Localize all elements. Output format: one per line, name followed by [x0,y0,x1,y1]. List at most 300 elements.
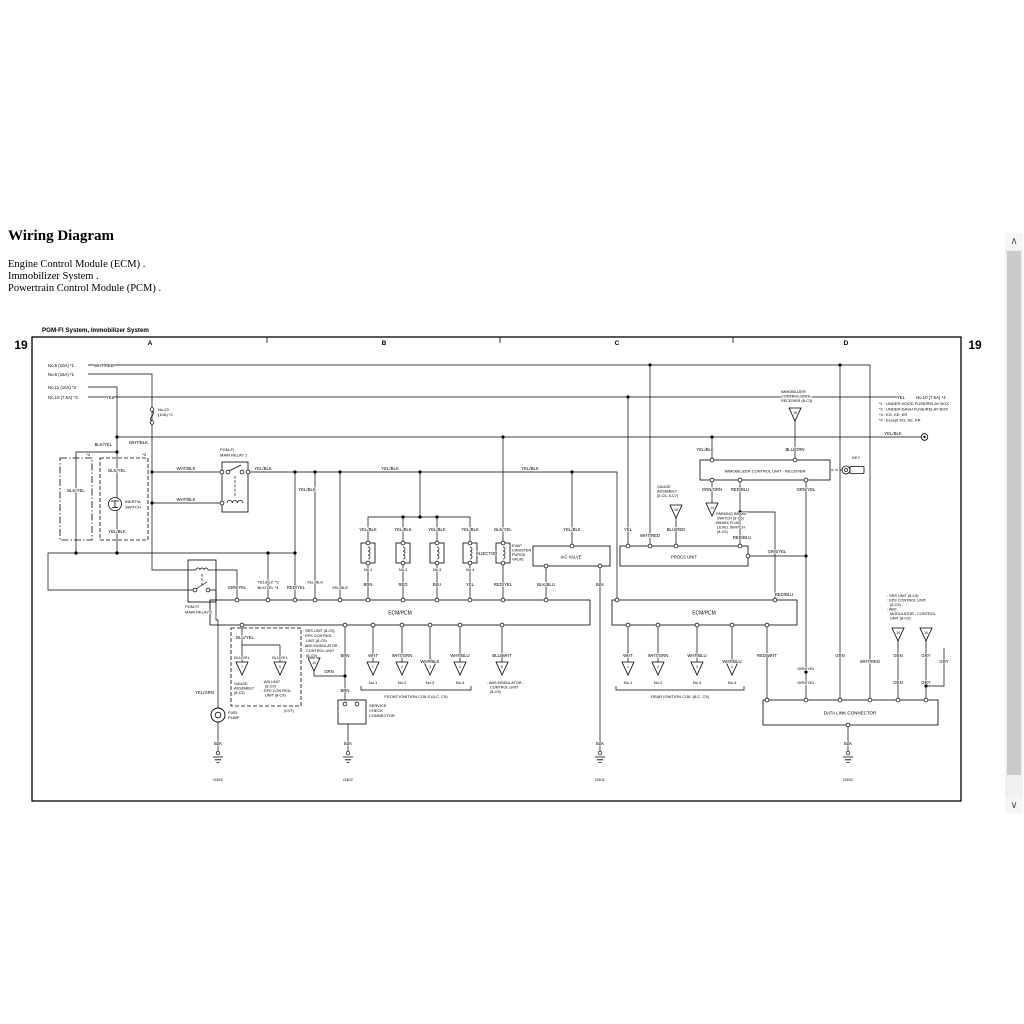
pin [746,554,750,558]
diagram-label: WHT/BLK [420,659,440,664]
header-line-ecm: Engine Control Module (ECM) . [8,259,146,270]
diagram-label: PGM-FI [220,447,234,452]
diagram-label: (8-C9) [490,690,501,694]
diagram-label: YEL [465,582,475,587]
diagram-label: GRY [921,653,931,658]
pin [868,698,872,702]
diagram-label: BLU/YEL [234,656,250,660]
wire [196,582,207,589]
diagram-label: PURGE [512,553,526,557]
pin [501,598,505,602]
junction-dot [293,470,296,473]
diagram-label: SERVICE [369,703,387,708]
key-icon [842,466,850,474]
diagram-label: WHT/BLK [128,440,148,445]
pin [240,470,244,474]
diagram-label: UNIT (8-C9) [890,616,911,621]
diagram-label: GRN [893,653,903,658]
diagram-label: YEL/BLK [306,579,324,585]
junction-dot [710,435,713,438]
connector-number: 15 [924,631,928,635]
diagram-label: D [843,340,849,347]
pin [500,623,504,627]
ground-symbol [843,757,853,762]
diagram-label: YEL/BLK [108,529,126,534]
diagram-label: BLK [843,741,853,746]
diagram-label: WHT/GRN [391,653,413,658]
diagram-label: CONNECTOR [369,713,395,718]
diagram-label: YEL/BLK [884,431,902,436]
pin [343,623,347,627]
diagram-label: BLU/ORN [785,447,805,452]
pin [793,458,797,462]
diagram-label: BLU/WHT [492,653,512,658]
diagram-label: BLK [595,582,605,587]
diagram-label: BLU/YEL [236,635,254,640]
connector-number: 3 [696,665,698,669]
diagram-label: : EPS CONTROL [262,689,292,693]
chevron-down-icon: ∨ [1010,799,1018,811]
pin [458,623,462,627]
junction-dot [115,551,118,554]
scrollbar[interactable] [1005,233,1023,813]
pin [220,470,224,474]
pin [355,702,359,706]
diagram-label: BLK/BLU [537,582,555,587]
diagram-label: IAC VALVE [560,554,582,560]
diagram-label: No.5 (10A) *1 [48,363,75,368]
diagram-label: BLU/RED [666,527,686,532]
pin [435,598,439,602]
diagram-label: YEL/BLK [461,527,479,532]
diagram-label: WHT [368,653,378,658]
diagram-label: SWITCH (8-C6) [717,516,744,521]
pin [838,698,842,702]
diagram-label: : SRS UNIT (8-C9) [887,594,919,598]
connector-number: 3 [429,665,431,669]
junction-dot [435,515,438,518]
pin [371,623,375,627]
coil-symbol [368,547,370,559]
diagram-label: BLK [595,741,605,746]
diagram-label: No.4 [455,680,465,685]
diagram-label: No.1 [623,680,633,685]
connector-number: 10 [674,508,678,512]
connector-number: 14 [312,661,316,665]
pin [428,623,432,627]
diagram-label: YEL/BLK [394,527,412,532]
pin [401,541,405,545]
connector-number: 14 [896,631,900,635]
diagram-label: No.3 [692,680,702,685]
diagram-label: GRN/YEL [797,680,815,685]
diagram-label: 19 [14,338,28,352]
pin [730,623,734,627]
pin [804,698,808,702]
wire [616,686,744,690]
diagram-label: : SRS UNIT (8-C9) [303,629,335,633]
connector-number: 14 [710,506,714,510]
diagram-label: ASSEMBLY [657,489,678,494]
diagram-label: REAR IGNITION COIL (8-C, C9) [651,694,709,699]
diagram-label: *2 : UNDER-DASH FUSE/RELAY BOX [879,406,948,412]
connector-number: 2 [657,665,659,669]
diagram-label: PROCS UNIT [671,554,697,560]
component-box [188,560,216,602]
pin [710,478,714,482]
diagram-label: WHT/BLK [176,466,196,471]
ground-symbol [216,751,220,755]
junction-dot [570,470,573,473]
diagram-label: WHT/RED [93,363,115,368]
pin [468,598,472,602]
diagram-label: CONTROL UNIT [306,649,335,653]
diagram-label: GRY [939,659,949,664]
coil-symbol [470,547,472,559]
wire [368,517,470,543]
component-box [463,543,477,563]
diagram-label: (8-C5) [234,691,245,695]
fuel-pump-icon [211,708,225,722]
diagram-label: : EPS CONTROL UNIT [887,598,927,603]
diagram-frame [32,337,961,801]
scroll-thumb[interactable] [1007,251,1021,775]
pin [313,598,317,602]
connector-number: 4 [731,665,733,669]
pin [695,623,699,627]
pin [544,564,548,568]
diagram-label: WHT/BLU [722,659,742,664]
diagram-label: BLK/YEL [108,468,126,473]
ground-symbol [598,751,602,755]
pin [501,561,505,565]
diagram-label: UNIT (8-C9) [265,693,286,698]
diagram-label: : ABS [887,607,897,612]
diagram-label: YEL [896,395,906,400]
diagram-label: No.6 (15A) *1 [48,372,75,377]
diagram-label: WHT/BLK [176,497,196,502]
ground-symbol [595,757,605,762]
pin [266,598,270,602]
diagram-label: *3 : KG, KE, KR [879,412,908,417]
pin [193,588,197,592]
diagram-label: BLK [213,741,223,746]
diagram-label: No.3 [432,567,442,572]
diagram-label: INERTIA [125,499,141,504]
junction-dot [401,515,404,518]
connector-number: 9 [279,665,281,669]
coil-symbol [403,547,405,559]
coil-symbol [196,568,208,570]
wire [88,365,870,700]
pin [435,561,439,565]
pin [544,598,548,602]
diagram-label: FRONT IGNITION COILS (8-C, C9) [384,694,448,699]
diagram-label: B [381,340,387,347]
pin [570,544,574,548]
diagram-label: YEL/BLK [359,527,377,532]
diagram-label: YEL/BLK [331,585,349,590]
diagram-label: LEVEL SWITCH [717,525,745,530]
diagram-label: GRN/YEL [797,666,815,671]
pin [401,598,405,602]
junction-dot [343,674,346,677]
diagram-label: BLK [343,741,353,746]
diagram-label: : BRAKE FLUID [714,521,742,525]
diagram-label: GRN/YEL [227,585,247,590]
diagram-label: *1 : UNDER-HOOD FUSE/RELAY BOX [879,401,949,406]
diagram-label: IMMOBILIZER [781,390,806,394]
pin [468,561,472,565]
junction-dot [150,470,153,473]
diagram-label: A [147,340,153,347]
diagram-label: GRN [835,653,845,658]
pin [710,458,714,462]
component-box [338,700,366,724]
diagram-label: MODULATOR - CONTROL [890,612,936,616]
diagram-label: GRY [921,680,931,685]
diagram-label: RED [398,582,408,587]
pin [615,598,619,602]
diagram-label: DATA LINK CONNECTOR [823,710,877,716]
diagram-label: RED/YEL [286,585,306,590]
pin [206,588,210,592]
diagram-label: *4 [86,452,90,457]
diagram-label: : PARKING BRAKE [714,512,747,516]
diagram-label: MAIN RELAY 2 [185,609,213,615]
diagram-label: BLU/YEL [272,656,288,660]
diagram-label: CONTROL UNIT - [781,394,812,399]
diagram-label: GAUGE [657,485,671,489]
pin [366,561,370,565]
diagram-label: ECM/PCM [692,610,716,617]
diagram-label: : A/N UNIT [262,680,281,684]
key-icon [850,467,864,474]
ground-symbol [213,757,223,762]
junction-dot [418,515,421,518]
junction-dot [626,395,629,398]
pin [626,544,630,548]
diagram-label: EVAP [512,544,522,548]
junction-dot [501,435,504,438]
diagram-label: BLK/YEL *4 [257,585,279,590]
diagram-label: BLK/YEL [94,442,112,447]
diagram-label: YEL/BLK [696,447,714,452]
scroll-down-button[interactable] [1005,797,1023,813]
pin [626,623,630,627]
pin [293,598,297,602]
connector-number: 4 [459,665,461,669]
diagram-label: (8-C5, 8-C7) [657,494,679,498]
pin [401,561,405,565]
pin [846,723,850,727]
junction-dot [648,363,651,366]
junction-dot [313,470,316,473]
pin [338,598,342,602]
pin [674,544,678,548]
junction-dot [338,470,341,473]
diagram-label: SWITCH [125,504,141,510]
diagram-label: GRN/YEL [767,549,787,554]
pin [765,698,769,702]
junction-dot [266,551,269,554]
diagram-label: No.10 (7.5A) *3 [48,395,78,400]
diagram-label: BLK/YEL [67,488,85,493]
pin [400,623,404,627]
diagram-label: BRN [340,688,350,693]
diagram-label: (8-C9) [306,654,317,658]
pin [366,541,370,545]
diagram-label: GRN/YEL [796,487,816,492]
diagram-label: KEY [851,455,861,460]
diagram-label: (8-C5) [717,530,728,534]
diagram-label: PGM-FI System, Immobilizer System [42,327,149,334]
diagram-label: FUEL [228,710,239,715]
diagram-label: RED/BLU [730,487,750,492]
connector-number: 8 [501,665,503,669]
diagram-label: VALVE [512,557,524,562]
diagram-label: UNIT (8-C9) [306,639,327,643]
pin [924,698,928,702]
diagram-label: YEL/BLK [254,466,272,471]
junction-dot [150,501,153,504]
diagram-label: CANISTER [512,548,532,553]
diagram-label: *3 [142,452,146,457]
diagram-label: No.4 [465,567,475,572]
diagram-label: IMMOBILIZER CONTROL UNIT - RECEIVER [724,468,806,474]
diagram-label: RED/BLU [774,592,794,597]
diagram-label: G452 [213,777,223,782]
diagram-label: INJECTOR [476,551,498,556]
diagram-label: No.2 [653,680,663,685]
junction-dot [115,435,118,438]
diagram-label: WHT/GRN [647,653,669,658]
diagram-label: YEL/BLK [521,466,539,471]
pin [343,702,347,706]
diagram-label: RED/WHT [756,653,778,658]
pin [240,623,244,627]
diagram-label: GRN/ORN [701,487,723,492]
pin [468,541,472,545]
pin [220,501,224,505]
diagram-label: No.2 [397,680,407,685]
diagram-label: YEL/BLK *3 [257,579,279,585]
diagram-label: C [614,340,620,347]
diagram-label: No.2 [398,567,408,572]
diagram-label: GRN [324,669,334,674]
diagram-label: WHT/BLU [687,653,707,658]
junction-dot [418,470,421,473]
pin [501,541,505,545]
chevron-up-icon: ∧ [1010,235,1018,247]
coil-symbol [227,500,243,503]
diagram-label: (10A) *2 [158,412,173,417]
wire [361,686,471,690]
diagram-label: No.10 (7.5A) *4 [916,395,946,400]
pin [246,470,250,474]
diagram-label: (8-C9) [265,684,276,689]
diagram-label: G452 [843,777,853,782]
junction-dot [74,551,77,554]
diagram-label: G401 [595,777,605,782]
component-box [496,543,510,563]
ground-symbol [846,751,850,755]
pin [765,623,769,627]
connector-number: 7 [241,665,243,669]
connector-number: 15 [793,411,797,415]
pin [235,598,239,602]
diagram-label: PGM-FI [185,604,199,609]
diagram-label: WHT/RED [639,533,661,538]
diagram-label: CHECK [369,708,384,713]
diagram-label: BLU [432,582,442,587]
header-line-immobilizer: Immobilizer System . [8,271,99,282]
diagram-label: (8-C9) [890,603,901,607]
diagram-label: CONTROL UNIT [490,685,519,690]
diagram-label: RED/YEL [493,582,513,587]
pin [366,598,370,602]
pin [598,564,602,568]
diagram-label: YEL/BLK [298,487,316,492]
diagram-label: ECM/PCM [388,610,412,617]
diagram-label: YEL [623,527,633,532]
diagram-label: WHT [623,653,633,658]
diagram-label: No.23 [158,407,169,412]
diagram-label: No.1 [363,567,373,572]
diagram-label: : ABS MODULATOR - [303,644,340,648]
pin [435,541,439,545]
wire [229,465,241,471]
diagram-label: : EPS CONTROL [303,634,333,638]
fuse-icon [150,421,154,425]
diagram-label: PUMP [228,715,240,720]
diagram-label: 19 [968,338,982,352]
diagram-label: BRN [363,582,373,587]
page-title: Wiring Diagram [8,228,114,244]
coil-symbol [503,547,505,559]
junction-dot [293,551,296,554]
diagram-label: WHT/RED [859,659,881,664]
connector-number: 1 [372,665,374,669]
diagram-label: MAIN RELAY 1 [220,452,248,458]
component-box [396,543,410,563]
diagram-label: No.11 (10A) *2 [48,385,77,390]
component-box [361,543,375,563]
diagram-label: YEL/GRN [195,690,214,695]
junction-dot [838,363,841,366]
pin [804,478,808,482]
diagram-label: RED/BLU [732,535,752,540]
connector-number: 2 [401,665,403,669]
terminal-icon [923,436,925,438]
diagram-label: GRN [893,680,903,685]
fuse-icon [150,408,154,412]
diagram-label: G402 [343,777,353,782]
pin [656,623,660,627]
diagram-label: YEL/BLK [381,466,399,471]
scroll-up-button[interactable] [1005,233,1023,249]
diagram-label: YEL/BLK [428,527,446,532]
diagram-label: YEL [105,395,115,400]
diagram-label: GAUGE [234,682,248,686]
pin [738,478,742,482]
diagram-label: No.3 [425,680,435,685]
pin [773,598,777,602]
diagram-label: (CVT) [284,709,295,713]
pin [896,698,900,702]
diagram-label: WHT/BLU [450,653,470,658]
pin [648,544,652,548]
